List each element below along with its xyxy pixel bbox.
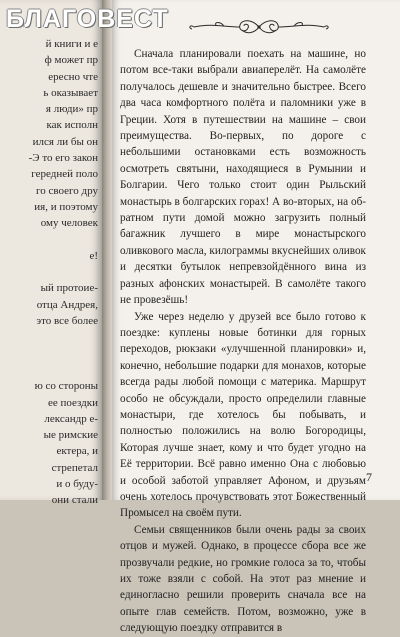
left-page-line: е! bbox=[89, 249, 98, 262]
left-page-line bbox=[29, 362, 98, 378]
left-page-line: ю со стороны bbox=[34, 380, 98, 393]
paragraph: Семьи священников были очень рады за своих отцов и мужей. Однако, в процессе сбора все же прозвучали редкие, но громкие голоса за то, чтобы их тоже взяли с собой. На этот раз мнение и единогласно решили проверить сначала все на опыте глав семейств. Потом, возможно, уже в следующую поездку отправится в bbox=[120, 523, 366, 635]
right-page bbox=[112, 0, 400, 635]
left-page-line: -Э то его закон bbox=[28, 152, 98, 165]
watermark-logo: БЛАГОВЕСТ bbox=[6, 5, 169, 33]
ornament-divider bbox=[184, 16, 334, 38]
book-gutter bbox=[102, 0, 112, 500]
left-page-line bbox=[29, 232, 98, 248]
left-page-line: они стали bbox=[51, 494, 98, 507]
left-page-line bbox=[29, 264, 98, 280]
left-page-line: ый протоие- bbox=[40, 282, 98, 295]
left-page-line: ересно чте bbox=[48, 70, 98, 83]
paragraph: Сначала планировали поехать на машине, но потом все-таки выбрали авиаперелёт. На самолёте получалось дешевле и значительно быстрее. Всего два часа комфортного полёта и паломники уже в Греции. Хотя в путешествии на машине – свои преимущества. Во-первых, по дороге с небольшими остановками есть возможность осмотреть святыни, находящиеся в Румынии и Болгарии. Чего только стоит один Рыльский монастырь в болгарских горах! А во-вторых, на обратном пути домой можно загрузить полный багажник лучшего в мире монастырского оливкового масла, килограммы вкуснейших оливок и десятки бутылок непревзойдённого вина из разных афонских монастырей. В самолёте такого не провезёшь! bbox=[120, 48, 366, 307]
left-page-line: ф может пр bbox=[44, 54, 98, 67]
left-page-text bbox=[29, 36, 98, 509]
left-page-line: ому человек bbox=[40, 217, 98, 230]
left-page-line: я люди» пр bbox=[45, 103, 98, 116]
left-page-line: ее поездки bbox=[47, 396, 98, 409]
left-page-line: ектера, и bbox=[56, 445, 98, 458]
left-page-line: и о буду- bbox=[56, 478, 98, 491]
left-page-line: ые римские bbox=[43, 429, 98, 442]
left-page-line: стрепетал bbox=[51, 461, 98, 474]
page-number: 7 bbox=[366, 470, 372, 484]
left-page-line bbox=[29, 329, 98, 345]
left-page-line: ия, и поэтому bbox=[34, 200, 98, 213]
left-page-line: гередней поло bbox=[31, 168, 98, 181]
left-page-line: ь оказывает bbox=[43, 86, 98, 99]
left-page bbox=[0, 0, 102, 507]
left-page-line: это все более bbox=[36, 315, 98, 328]
main-text bbox=[120, 46, 366, 637]
left-page-line: как исполн bbox=[46, 119, 98, 132]
left-page-line: лександр е- bbox=[44, 412, 98, 425]
left-page-line: го своего дру bbox=[36, 184, 98, 197]
left-page-line bbox=[29, 346, 98, 362]
paragraph: Уже через неделю у друзей все было готово к поездке: куплены новые ботинки для горных переходов, рюкзаки «улучшенной планировки» и, конечно, небольшие подарки для монахов, которые всегда рады любой помощи с материка. Маршрут особо не обсуждали, просто определили главные монастыри, где хотелось бы побывать, и полностью положились на волю Богородицы, Которая лучше знает, кому и что будет угодно на Её территории. Всё равно именно Она с любовью и особой заботой управляет Афоном, и друзьям очень хотелось прочувствовать этот Божественный Промысел на своём пути. bbox=[120, 310, 366, 520]
left-page-line: й книги и е bbox=[45, 38, 98, 50]
left-page-line: ился ли бы он bbox=[32, 135, 98, 148]
left-page-line: отца Андрея, bbox=[36, 298, 98, 311]
